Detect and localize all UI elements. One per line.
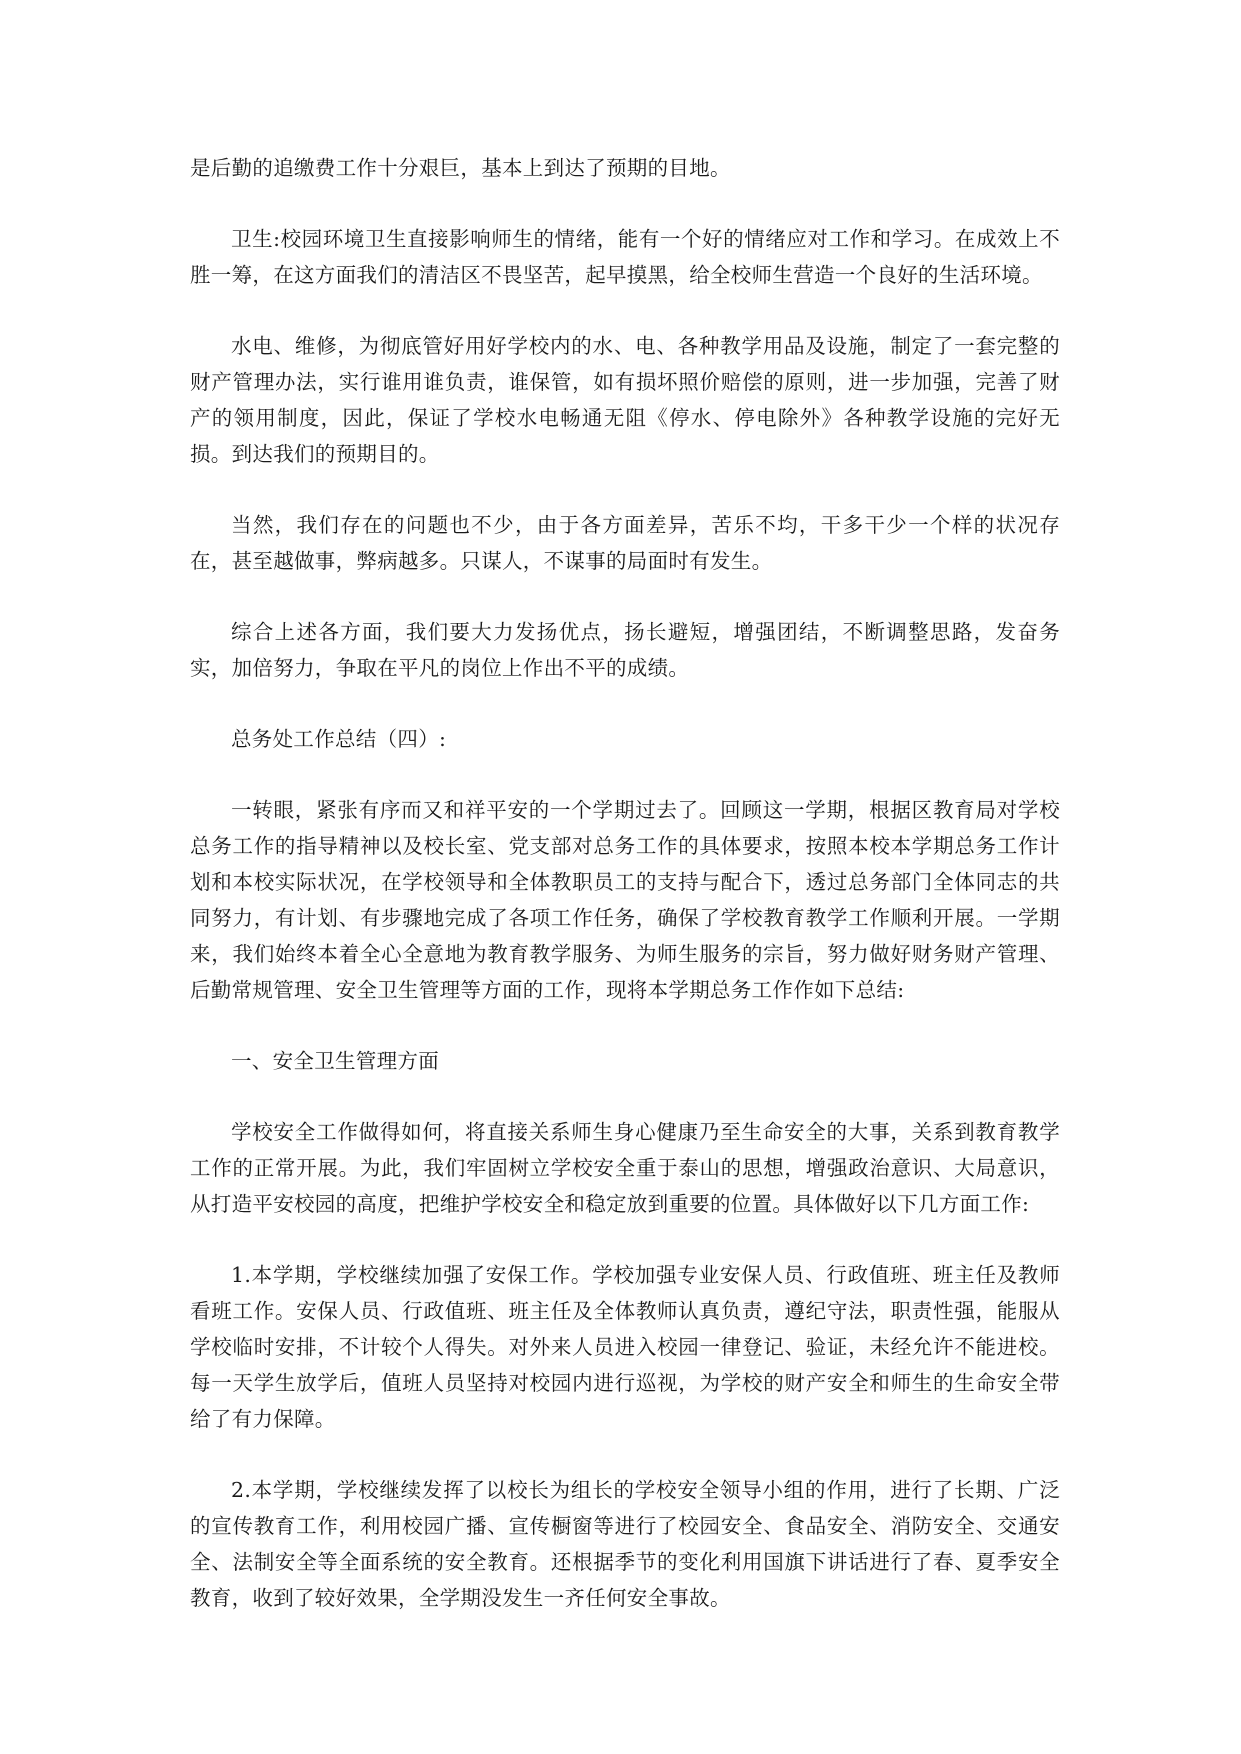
document-body	[190, 150, 1060, 1651]
section-heading-safety: 一、安全卫生管理方面	[231, 1049, 439, 1073]
paragraph-1: 是后勤的追缴费工作十分艰巨，基本上到达了预期的目地。	[190, 156, 731, 180]
list-item-2: 2.本学期，学校继续发挥了以校长为组长的学校安全领导小组的作用，进行了长期、广泛的宣传教育工作，利用校园广播、宣传橱窗等进行了校园安全、食品安全、消防安全、交通安全、法制安全等全面系统的安全教育。还根据季节的变化利用国旗下讲话进行了春、夏季安全教育，收到了较好效果，全学期没发生一齐任何安全事故。	[190, 1478, 1060, 1610]
paragraph-3: 水电、维修，为彻底管好用好学校内的水、电、各种教学用品及设施，制定了一套完整的财产管理办法，实行谁用谁负责，谁保管，如有损坏照价赔偿的原则，进一步加强，完善了财产的领用制度，因此，保证了学校水电畅通无阻《停水、停电除外》各种教学设施的完好无损。到达我们的预期目的。	[190, 334, 1060, 466]
paragraph-2: 卫生:校园环境卫生直接影响师生的情绪，能有一个好的情绪应对工作和学习。在成效上不胜一筹，在这方面我们的清洁区不畏坚苦，起早摸黑，给全校师生营造一个良好的生活环境。	[190, 227, 1060, 287]
paragraph-7: 一转眼，紧张有序而又和祥平安的一个学期过去了。回顾这一学期，根据区教育局对学校总务工作的指导精神以及校长室、党支部对总务工作的具体要求，按照本校本学期总务工作计划和本校实际状况，在学校领导和全体教职员工的支持与配合下，透过总务部门全体同志的共同努力，有计划、有步骤地完成了各项工作任务，确保了学校教育教学工作顺利开展。一学期来，我们始终本着全心全意地为教育教学服务、为师生服务的宗旨，努力做好财务财产管理、后勤常规管理、安全卫生管理等方面的工作，现将本学期总务工作作如下总结:	[190, 798, 1060, 1002]
list-item-1: 1.本学期，学校继续加强了安保工作。学校加强专业安保人员、行政值班、班主任及教师看班工作。安保人员、行政值班、班主任及全体教师认真负责，遵纪守法，职责性强，能服从学校临时安排，不计较个人得失。对外来人员进入校园一律登记、验证，未经允许不能进校。每一天学生放学后，值班人员坚持对校园内进行巡视，为学校的财产安全和师生的生命安全带给了有力保障。	[190, 1263, 1060, 1431]
paragraph-9: 学校安全工作做得如何，将直接关系师生身心健康乃至生命安全的大事，关系到教育教学工作的正常开展。为此，我们牢固树立学校安全重于泰山的思想，增强政治意识、大局意识，从打造平安校园的高度，把维护学校安全和稳定放到重要的位置。具体做好以下几方面工作:	[190, 1120, 1060, 1216]
paragraph-4: 当然，我们存在的问题也不少，由于各方面差异，苦乐不均，干多干少一个样的状况存在，甚至越做事，弊病越多。只谋人，不谋事的局面时有发生。	[190, 513, 1060, 573]
section-title-summary-4: 总务处工作总结（四）:	[231, 727, 447, 751]
paragraph-5: 综合上述各方面，我们要大力发扬优点，扬长避短，增强团结，不断调整思路，发奋务实，加倍努力，争取在平凡的岗位上作出不平的成绩。	[190, 620, 1060, 680]
